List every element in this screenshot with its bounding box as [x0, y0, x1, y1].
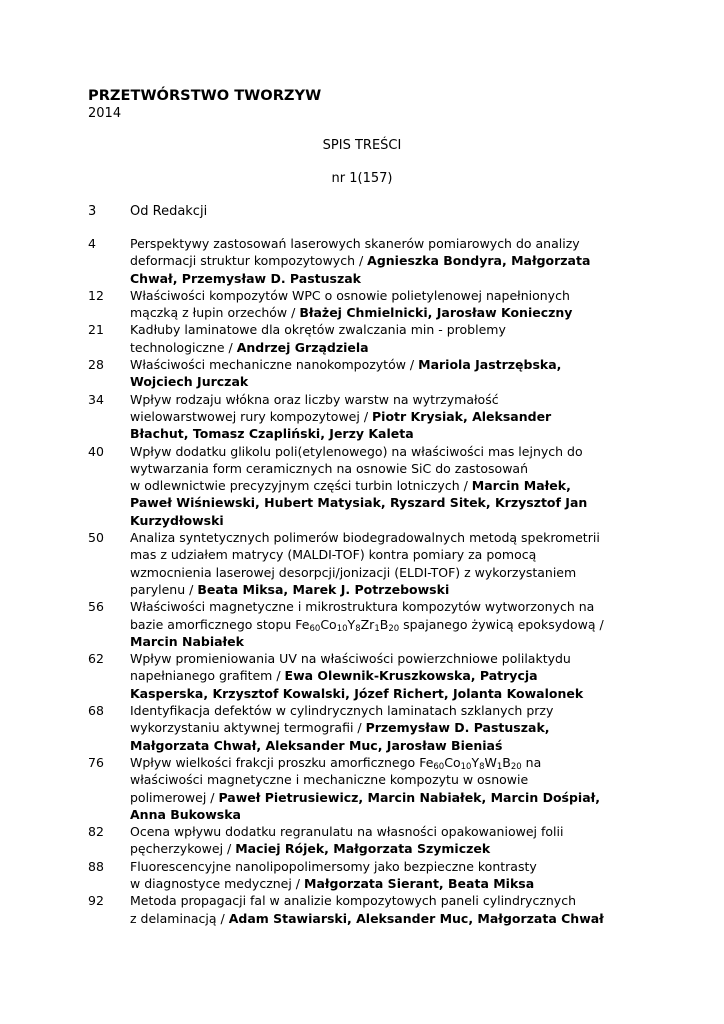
journal-year: 2014 — [88, 106, 122, 121]
alloy-subscript: 10 — [336, 623, 348, 634]
entry-page-number: 40 — [88, 443, 104, 459]
toc-entry — [88, 598, 648, 650]
entry-page-number: 12 — [88, 287, 104, 303]
alloy-element: B — [379, 616, 389, 632]
toc-entry — [88, 892, 648, 927]
toc-entry — [88, 702, 648, 754]
entry-title: deformacji struktur kompozytowych / — [130, 253, 368, 269]
entry-page-number: 4 — [88, 236, 96, 251]
entry-page-number: 88 — [88, 858, 104, 874]
entry-title: technologiczne / — [130, 339, 237, 355]
toc-entry — [88, 858, 648, 893]
toc-entry — [88, 443, 648, 529]
entry-title: mas z udziałem matrycy (MALDI-TOF) kontra pomiary za pomocą — [130, 547, 537, 563]
entry-text — [130, 598, 648, 650]
entry-authors: Małgorzata Chwał, Aleksander Muc, Jarosław Bieniaś — [130, 737, 503, 753]
entry-title: bazie amorficznego stopu — [130, 616, 296, 632]
toc-entry — [88, 235, 648, 287]
alloy-element: Y — [347, 616, 356, 632]
toc-entry — [88, 529, 648, 598]
entry-title: w odlewnictwie precyzyjnym części turbin lotniczych / — [130, 478, 472, 494]
toc-list — [88, 235, 648, 927]
entry-title: Identyfikacja defektów w cylindrycznych laminatach szklanych przy — [130, 703, 554, 719]
entry-text — [130, 702, 648, 754]
journal-title: PRZETWÓRSTWO TWORZYW — [88, 87, 322, 104]
entry-text — [130, 443, 648, 529]
toc-entry — [88, 356, 648, 391]
entry-text — [130, 391, 648, 443]
alloy-subscript: 1 — [496, 761, 503, 772]
alloy-formula — [419, 755, 522, 770]
entry-title: wzmocnienia laserowej desorpcji/jonizacji (ELDI-TOF) z wykorzystaniem — [130, 564, 577, 580]
entry-text — [130, 235, 648, 287]
entry-title: napełnianego grafitem / — [130, 668, 285, 684]
entry-page-number: 68 — [88, 703, 104, 719]
entry-page-number: 92 — [88, 893, 104, 909]
alloy-subscript: 10 — [460, 761, 472, 772]
entry-text — [130, 754, 648, 823]
toc-entry — [88, 754, 648, 823]
alloy-subscript: 1 — [374, 623, 380, 634]
alloy-subscript: 60 — [309, 623, 321, 634]
entry-page-number: 34 — [88, 391, 104, 407]
alloy-element: Co — [444, 754, 461, 770]
entry-authors: Beata Miksa, Marek J. Potrzebowski — [197, 581, 450, 597]
intro-page-number: 3 — [88, 204, 97, 219]
entry-authors: Ewa Olewnik-Kruszkowska, Patrycja — [284, 668, 538, 684]
entry-authors: Przemysław D. Pastuszak, — [365, 720, 550, 736]
entry-title: Właściwości kompozytów WPC o osnowie polietylenowej napełnionych — [130, 287, 570, 303]
entry-page-number: 50 — [88, 530, 104, 546]
entry-authors: Wojciech Jurczak — [130, 374, 249, 390]
alloy-subscript: 8 — [355, 623, 361, 634]
entry-title: wielowarstwowej rury kompozytowej / — [130, 408, 372, 424]
entry-authors: Paweł Wiśniewski, Hubert Matysiak, Ryszard Sitek, Krzysztof Jan — [130, 495, 588, 511]
entry-title: Wpływ dodatku glikolu poli(etylenowego) na właściwości mas lejnych do — [130, 443, 583, 459]
toc-entry — [88, 321, 648, 356]
entry-title: właściwości magnetyczne i mechaniczne kompozytu w osnowie — [130, 772, 529, 788]
toc-heading: SPIS TREŚCI — [322, 138, 402, 153]
entry-text — [130, 858, 648, 893]
entry-title: Wpływ promieniowania UV na właściwości powierzchniowe polilaktydu — [130, 651, 571, 667]
entry-title: Właściwości magnetyczne i mikrostruktura kompozytów wytworzonych na — [130, 599, 595, 615]
entry-title: wytwarzania form ceramicznych na osnowie SiC do zastosowań — [130, 460, 529, 476]
entry-page-number: 56 — [88, 599, 104, 615]
alloy-subscript: 20 — [388, 623, 400, 634]
entry-text — [130, 650, 648, 702]
alloy-element: Fe — [419, 754, 434, 770]
alloy-element: Y — [471, 754, 480, 770]
alloy-formula — [295, 617, 399, 632]
entry-authors: Chwał, Przemysław D. Pastuszak — [130, 270, 361, 286]
entry-title: spajanego żywicą epoksydową / — [399, 616, 604, 632]
entry-authors: Błażej Chmielnicki, Jarosław Konieczny — [299, 305, 573, 321]
entry-authors: Piotr Krysiak, Aleksander — [372, 408, 552, 424]
entry-page-number: 82 — [88, 824, 104, 840]
entry-authors: Marcin Nabiałek — [130, 633, 244, 649]
entry-authors: Agnieszka Bondyra, Małgorzata — [367, 253, 591, 269]
entry-authors: Marcin Małek, — [471, 478, 571, 494]
entry-title: pęcherzykowej / — [130, 841, 236, 857]
entry-title: Ocena wpływu dodatku regranulatu na własności opakowaniowej folii — [130, 824, 564, 840]
entry-authors: Paweł Pietrusiewicz, Marcin Nabiałek, Marcin Dośpiał, — [218, 789, 601, 805]
entry-title: Kadłuby laminatowe dla okrętów zwalczania min - problemy — [130, 322, 506, 338]
entry-title: Metoda propagacji fal w analizie kompozytowych paneli cylindrycznych — [130, 893, 576, 909]
toc-entry — [88, 650, 648, 702]
alloy-element: Zr — [360, 616, 375, 632]
alloy-element: Fe — [295, 616, 310, 632]
entry-title: Wpływ rodzaju włókna oraz liczby warstw na wytrzymałość — [130, 391, 499, 407]
entry-title: z delaminacją / — [130, 910, 229, 926]
entry-title: wykorzystaniu aktywnej termografii / — [130, 720, 366, 736]
toc-entry — [88, 287, 648, 322]
entry-text — [130, 287, 648, 322]
entry-authors: Anna Bukowska — [130, 806, 241, 822]
entry-title: na — [521, 754, 542, 770]
entry-authors: Adam Stawiarski, Aleksander Muc, Małgorzata Chwał — [228, 910, 604, 926]
alloy-element: Co — [320, 616, 337, 632]
alloy-element: W — [484, 754, 497, 770]
entry-title: parylenu / — [130, 581, 198, 597]
toc-entry — [88, 823, 648, 858]
entry-authors: Kasperska, Krzysztof Kowalski, Józef Richert, Jolanta Kowalonek — [130, 685, 584, 701]
entry-title: polimerowej / — [130, 789, 219, 805]
entry-title: Perspektywy zastosowań laserowych skanerów pomiarowych do analizy — [130, 236, 580, 251]
entry-authors: Mariola Jastrzębska, — [418, 357, 562, 373]
entry-title: Fluorescencyjne nanolipopolimersomy jako bezpieczne kontrasty — [130, 858, 537, 874]
alloy-subscript: 60 — [433, 761, 445, 772]
entry-authors: Kurzydłowski — [130, 512, 224, 528]
entry-title: w diagnostyce medycznej / — [130, 875, 304, 891]
alloy-subscript: 8 — [479, 761, 485, 772]
entry-page-number: 21 — [88, 322, 104, 338]
entry-authors: Andrzej Grządziela — [236, 339, 369, 355]
entry-title: mączką z łupin orzechów / — [130, 305, 300, 321]
entry-page-number: 62 — [88, 651, 104, 667]
toc-entry — [88, 391, 648, 443]
entry-title: Właściwości mechaniczne nanokompozytów / — [130, 357, 419, 373]
entry-text — [130, 892, 648, 927]
alloy-subscript: 20 — [510, 761, 522, 772]
entry-title: Wpływ wielkości frakcji proszku amorficznego — [130, 754, 420, 770]
entry-title: Analiza syntetycznych polimerów biodegradowalnych metodą spekrometrii — [130, 530, 600, 546]
entry-text — [130, 321, 648, 356]
intro-title: Od Redakcji — [130, 204, 208, 219]
alloy-element: B — [502, 754, 511, 770]
entry-text — [130, 823, 648, 858]
entry-authors: Maciej Rójek, Małgorzata Szymiczek — [235, 841, 491, 857]
entry-text — [130, 356, 648, 391]
entry-text — [130, 529, 648, 598]
entry-authors: Błachut, Tomasz Czapliński, Jerzy Kaleta — [130, 426, 414, 442]
issue-number: nr 1(157) — [331, 171, 393, 186]
toc-intro-entry — [88, 203, 207, 220]
entry-page-number: 76 — [88, 754, 104, 770]
entry-page-number: 28 — [88, 357, 104, 373]
entry-authors: Małgorzata Sierant, Beata Miksa — [304, 875, 535, 891]
